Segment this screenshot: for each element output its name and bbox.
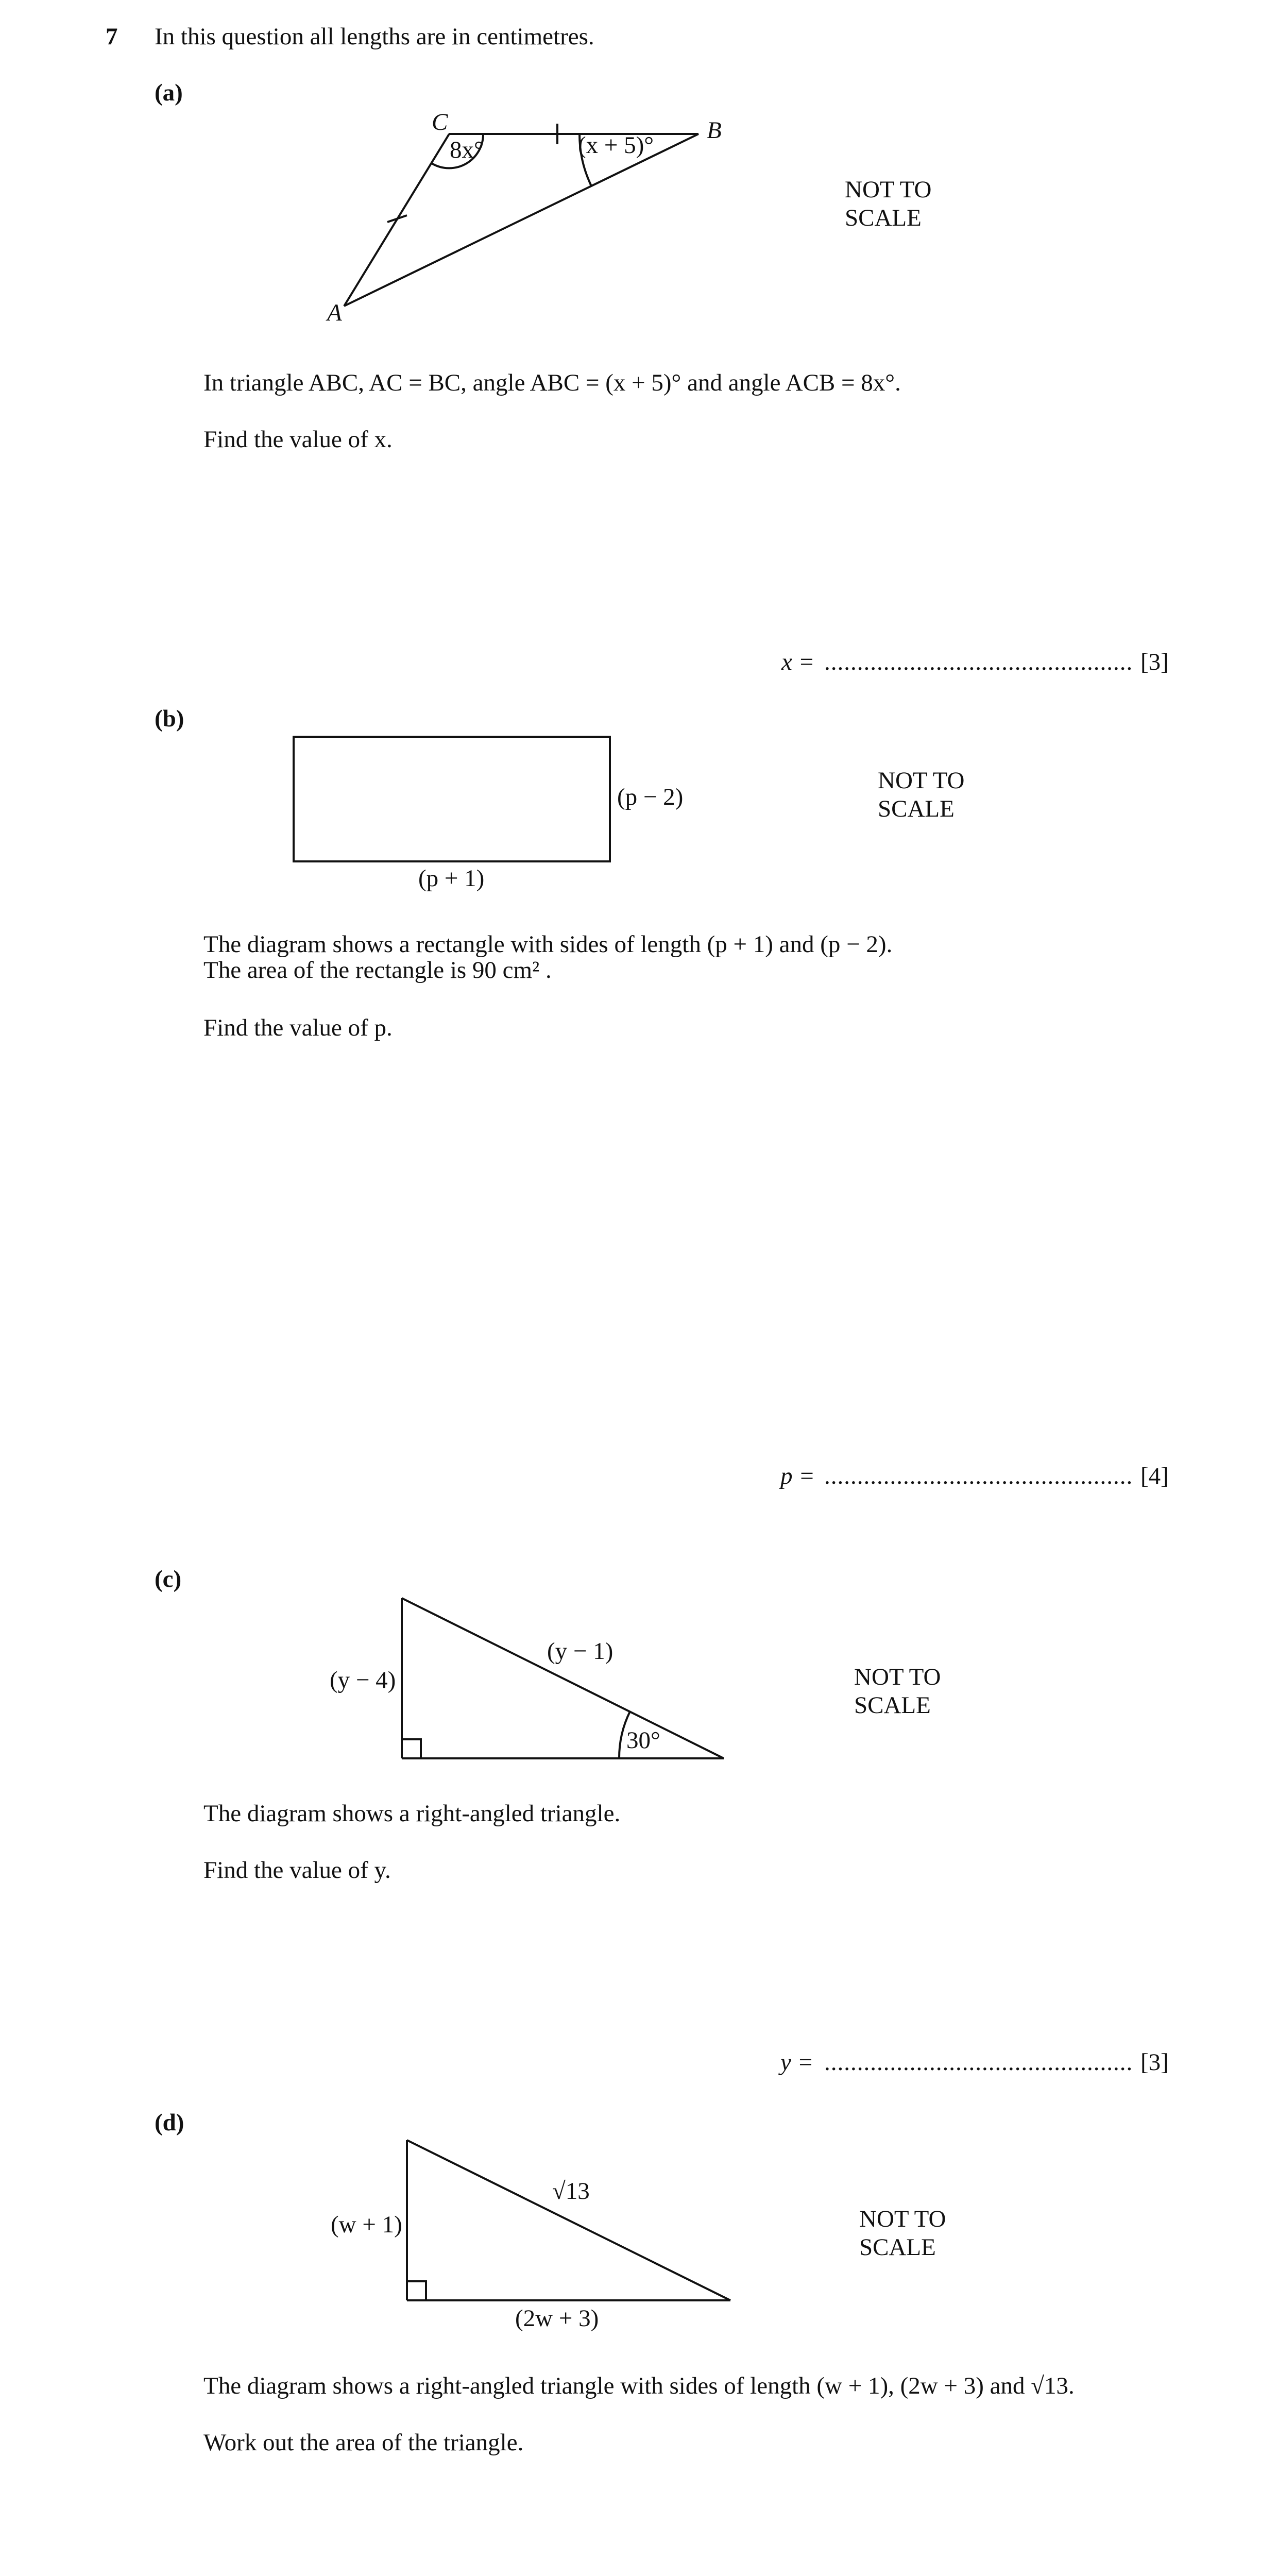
vertex-a-label: A: [327, 299, 342, 326]
question-number: 7: [106, 23, 118, 50]
angle-label: 30°: [626, 1727, 660, 1754]
part-a-answer-label: x =: [781, 649, 815, 675]
part-a-answer-line[interactable]: ...............................................: [824, 649, 1133, 675]
part-d-not-to-scale-line1: NOT TO: [859, 2206, 946, 2232]
hypotenuse-label: (y − 1): [547, 1638, 614, 1665]
part-b-statement-1: The diagram shows a rectangle with sides of length (p + 1) and (p − 2).: [203, 931, 893, 958]
part-c-answer-line[interactable]: ...............................................: [824, 2049, 1133, 2076]
part-d-label: (d): [155, 2109, 184, 2136]
part-a-marks: [3]: [1140, 649, 1169, 675]
part-d-not-to-scale-line2: SCALE: [859, 2234, 936, 2261]
part-d-statement: The diagram shows a right-angled triangle with sides of length (w + 1), (2w + 3) and √13.: [203, 2372, 1075, 2399]
part-b-answer-label: p =: [780, 1463, 815, 1489]
side-bottom-label: (2w + 3): [515, 2305, 599, 2332]
part-b-task: Find the value of p.: [203, 1014, 393, 1041]
part-b-label: (b): [155, 705, 184, 732]
part-a-task: Find the value of x.: [203, 426, 393, 453]
hypotenuse: [407, 2140, 730, 2300]
part-a-not-to-scale-line2: SCALE: [845, 205, 922, 231]
part-b-statement-2: The area of the rectangle is 90 cm² .: [203, 957, 552, 984]
part-b-answer-line[interactable]: ...............................................: [824, 1463, 1133, 1489]
angle-b-label: (x + 5)°: [578, 132, 654, 159]
question-intro: In this question all lengths are in centimetres.: [155, 23, 594, 50]
right-angle-marker: [407, 2281, 426, 2300]
part-b-not-to-scale-line1: NOT TO: [878, 767, 965, 794]
part-c-marks: [3]: [1140, 2049, 1169, 2076]
part-c-not-to-scale-line1: NOT TO: [854, 1664, 941, 1690]
part-a-not-to-scale-line1: NOT TO: [845, 176, 932, 203]
part-c-answer-label: y =: [780, 2049, 814, 2076]
side-left-label: (w + 1): [331, 2211, 402, 2238]
hypotenuse-label: √13: [552, 2178, 590, 2205]
part-c-statement: The diagram shows a right-angled triangle.: [203, 1800, 621, 1827]
part-d-task: Work out the area of the triangle.: [203, 2429, 524, 2456]
vertex-b-label: B: [707, 117, 722, 144]
part-a-statement: In triangle ABC, AC = BC, angle ABC = (x + 5)° and angle ACB = 8x°.: [203, 369, 901, 396]
side-left-label: (y − 4): [330, 1667, 396, 1693]
part-b-marks: [4]: [1140, 1463, 1169, 1489]
part-c-not-to-scale-line2: SCALE: [854, 1692, 931, 1719]
part-a-label: (a): [155, 79, 183, 106]
part-c-label: (c): [155, 1566, 182, 1592]
rectangle-side-bottom-label: (p + 1): [418, 865, 485, 892]
rectangle-side-right-label: (p − 2): [617, 784, 684, 810]
angle-c-label: 8x°: [450, 137, 484, 163]
part-c-task: Find the value of y.: [203, 1857, 391, 1884]
part-b-not-to-scale-line2: SCALE: [878, 795, 955, 822]
vertex-c-label: C: [432, 109, 448, 135]
